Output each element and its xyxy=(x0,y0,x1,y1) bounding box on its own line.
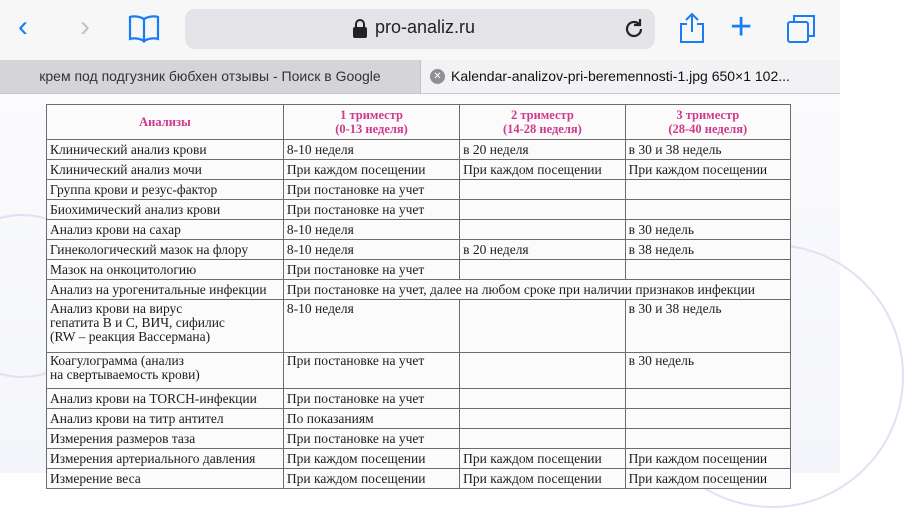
share-icon[interactable] xyxy=(678,12,706,44)
table-row xyxy=(47,280,791,300)
tab-google-search[interactable] xyxy=(0,60,421,93)
trimester-3-cell: в 38 недель xyxy=(625,240,790,260)
trimester-1-cell: 8-10 неделя xyxy=(283,300,459,353)
trimester-3-cell xyxy=(625,260,790,280)
header-trimester-2: 2 триместр (14-28 неделя) xyxy=(460,105,625,140)
close-icon[interactable]: ✕ xyxy=(430,69,445,84)
tabs-icon[interactable] xyxy=(786,14,816,44)
trimester-3-cell xyxy=(625,429,790,449)
trimester-2-cell xyxy=(460,220,625,240)
trimester-2-cell xyxy=(460,200,625,220)
analysis-name: Клинический анализ мочи xyxy=(47,160,284,180)
trimester-2-cell xyxy=(460,429,625,449)
book-icon[interactable] xyxy=(128,14,160,42)
analysis-name: Измерения артериального давления xyxy=(47,449,284,469)
trimester-3-cell: При каждом посещении xyxy=(625,160,790,180)
trimester-3-cell xyxy=(625,180,790,200)
lock-icon xyxy=(352,19,368,39)
trimester-2-cell xyxy=(460,389,625,409)
address-bar[interactable] xyxy=(185,9,655,49)
trimester-3-cell: При каждом посещении xyxy=(625,449,790,469)
trimester-1-cell: При постановке на учет xyxy=(283,200,459,220)
table-row xyxy=(47,429,791,449)
trimester-3-cell xyxy=(625,200,790,220)
analysis-name: Гинекологический мазок на флору xyxy=(47,240,284,260)
analysis-name: Клинический анализ крови xyxy=(47,140,284,160)
trimester-3-cell: в 30 и 38 недель xyxy=(625,140,790,160)
trimester-3-cell: в 30 и 38 недель xyxy=(625,300,790,353)
table-row xyxy=(47,200,791,220)
trimester-3-cell: в 30 недель xyxy=(625,353,790,389)
table-row xyxy=(47,140,791,160)
analysis-name: Измерение веса xyxy=(47,469,284,489)
image-viewer xyxy=(0,94,840,486)
table-header-row xyxy=(47,105,791,140)
tab-image-active[interactable] xyxy=(421,60,840,93)
trimester-1-cell: При каждом посещении xyxy=(283,160,459,180)
analysis-name: Анализ на урогенитальные инфекции xyxy=(47,280,284,300)
trimester-2-cell xyxy=(460,353,625,389)
table-row xyxy=(47,300,791,353)
trimester-1-cell: При постановке на учет xyxy=(283,429,459,449)
analysis-name: Группа крови и резус-фактор xyxy=(47,180,284,200)
table-row xyxy=(47,240,791,260)
analysis-name: Анализ крови на TORCH-инфекции xyxy=(47,389,284,409)
table-row xyxy=(47,180,791,200)
tab-title: Kalendar-analizov-pri-beremennosti-1.jpg 650×1 102... xyxy=(451,68,790,84)
table-row xyxy=(47,409,791,429)
table-row xyxy=(47,220,791,240)
header-trimester-3: 3 триместр (28-40 неделя) xyxy=(625,105,790,140)
trimester-2-cell: При каждом посещении xyxy=(460,449,625,469)
analysis-name: Анализ крови на сахар xyxy=(47,220,284,240)
trimester-3-cell: в 30 недель xyxy=(625,220,790,240)
analysis-table xyxy=(46,104,791,489)
reload-icon[interactable] xyxy=(623,18,645,40)
header-trimester-1: 1 триместр (0-13 неделя) xyxy=(283,105,459,140)
trimester-2-cell xyxy=(460,300,625,353)
trimester-2-cell: При каждом посещении xyxy=(460,160,625,180)
analysis-name: Биохимический анализ крови xyxy=(47,200,284,220)
analysis-name: Анализ крови на титр антител xyxy=(47,409,284,429)
trimester-2-cell xyxy=(460,409,625,429)
trimester-2-cell: в 20 неделя xyxy=(460,140,625,160)
trimester-2-cell xyxy=(460,260,625,280)
analysis-name: Коагулограмма (анализ на свертываемость крови) xyxy=(47,353,284,389)
trimester-1-cell: При каждом посещении xyxy=(283,469,459,489)
trimester-1-cell: При постановке на учет xyxy=(283,389,459,409)
trimester-1-cell: 8-10 неделя xyxy=(283,140,459,160)
trimester-2-cell: При каждом посещении xyxy=(460,469,625,489)
all-trimesters-cell: При постановке на учет, далее на любом сроке при наличии признаков инфекции xyxy=(283,280,790,300)
back-chevron-icon[interactable]: ‹ xyxy=(18,10,28,43)
forward-chevron-icon[interactable]: › xyxy=(80,10,90,43)
table-row xyxy=(47,160,791,180)
trimester-1-cell: 8-10 неделя xyxy=(283,220,459,240)
analysis-name: Мазок на онкоцитологию xyxy=(47,260,284,280)
analysis-name: Измерения размеров таза xyxy=(47,429,284,449)
trimester-1-cell: При постановке на учет xyxy=(283,260,459,280)
trimester-3-cell xyxy=(625,389,790,409)
browser-toolbar xyxy=(0,0,840,60)
table-row xyxy=(47,260,791,280)
trimester-2-cell: в 20 неделя xyxy=(460,240,625,260)
trimester-1-cell: По показаниям xyxy=(283,409,459,429)
trimester-2-cell xyxy=(460,180,625,200)
url-text: pro-analiz.ru xyxy=(375,17,476,37)
table-row xyxy=(47,389,791,409)
tab-title: крем под подгузник бюбхен отзывы - Поиск в Google xyxy=(39,68,381,84)
trimester-1-cell: 8-10 неделя xyxy=(283,240,459,260)
trimester-1-cell: При постановке на учет xyxy=(283,180,459,200)
analysis-name: Анализ крови на вирус гепатита В и С, ВИЧ, сифилис (RW – реакция Вассермана) xyxy=(47,300,284,353)
trimester-3-cell xyxy=(625,409,790,429)
header-analyses: Анализы xyxy=(47,105,284,140)
plus-icon[interactable]: + xyxy=(730,6,753,48)
table-row xyxy=(47,449,791,469)
trimester-3-cell: При каждом посещении xyxy=(625,469,790,489)
table-row xyxy=(47,353,791,389)
trimester-1-cell: При каждом посещении xyxy=(283,449,459,469)
trimester-1-cell: При постановке на учет xyxy=(283,353,459,389)
table-row xyxy=(47,469,791,489)
tab-bar xyxy=(0,60,840,94)
